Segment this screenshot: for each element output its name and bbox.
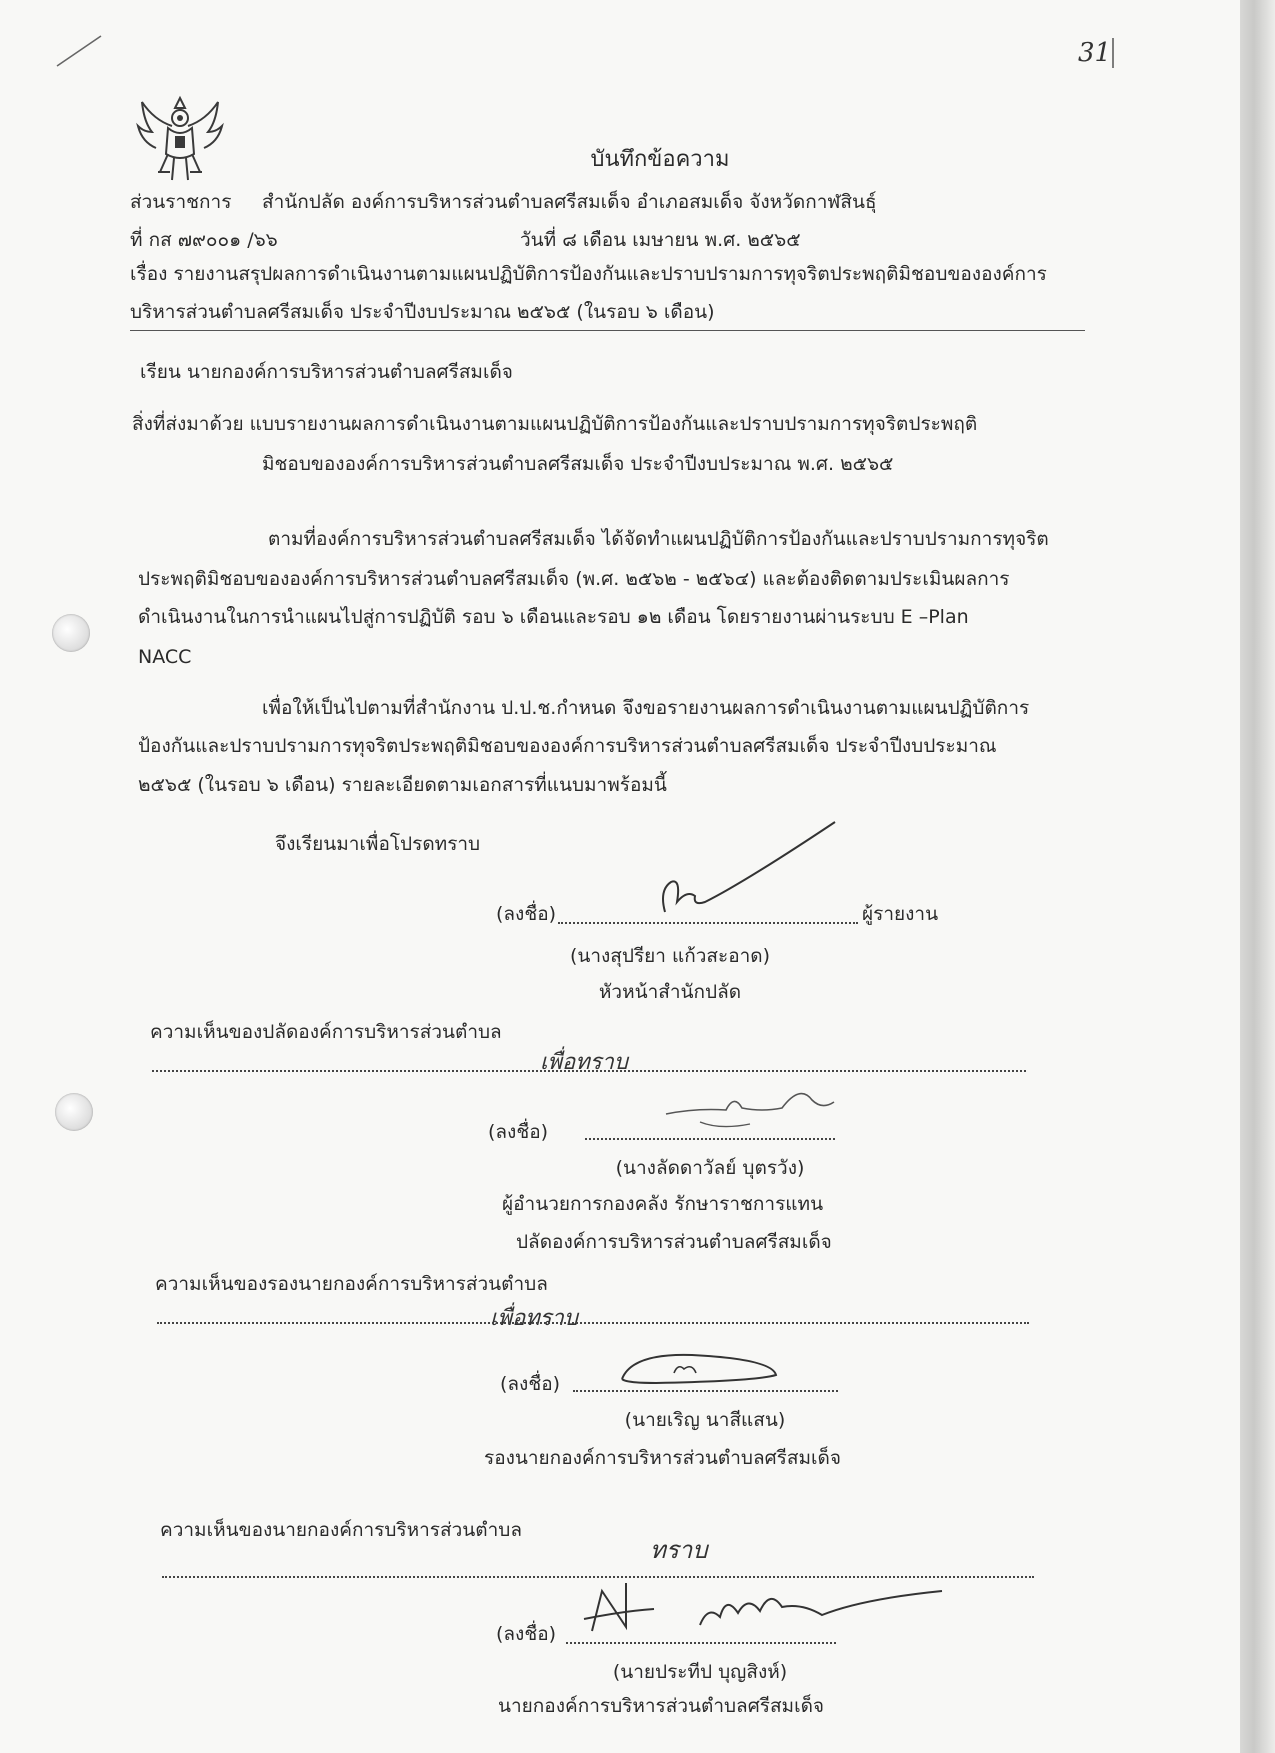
reporter-name: (นางสุปรียา แก้วสะอาด) [569, 945, 771, 967]
page-number: 31 [1078, 38, 1112, 68]
subject-line-2: บริหารส่วนตำบลศรีสมเด็จ ประจำปีงบประมาณ ๒๕๖๕ (ในรอบ ๖ เดือน) [130, 301, 715, 323]
mayor-position: นายกองค์การบริหารส่วนตำบลศรีสมเด็จ [498, 1695, 825, 1717]
garuda-emblem-icon [128, 92, 232, 188]
mayor-sign-line [566, 1642, 836, 1644]
para1-line-2: ประพฤติมิชอบขององค์การบริหารส่วนตำบลศรีสมเด็จ (พ.ศ. ๒๕๖๒ - ๒๕๖๔) และต้องติดตามประเมินผลการ [138, 568, 1010, 590]
palad-handwritten-note: เพื่อทราบ [540, 1050, 628, 1075]
reporter-sign-prefix: (ลงชื่อ) [496, 903, 557, 925]
reporter-signature [655, 820, 855, 920]
palad-opinion-label: ความเห็นของปลัดองค์การบริหารส่วนตำบล [150, 1021, 502, 1043]
closing-line: จึงเรียนมาเพื่อโปรดทราบ [275, 833, 481, 855]
palad-position-1: ผู้อำนวยการกองคลัง รักษาราชการแทน [502, 1193, 824, 1215]
paper-edge [1240, 0, 1275, 1753]
palad-position-2: ปลัดองค์การบริหารส่วนตำบลศรีสมเด็จ [516, 1231, 832, 1253]
addressee-line: เรียน นายกองค์การบริหารส่วนตำบลศรีสมเด็จ [140, 361, 513, 383]
para2-line-1: เพื่อให้เป็นไปตามที่สำนักงาน ป.ป.ช.กำหนด จึงขอรายงานผลการดำเนินงานตามแผนปฏิบัติการ [262, 697, 1030, 719]
palad-sign-line [585, 1138, 835, 1140]
reporter-sign-line [558, 922, 858, 924]
para1-line-4: NACC [138, 646, 192, 668]
para1-line-3: ดำเนินงานในการนำแผนไปสู่การปฏิบัติ รอบ ๖ เดือนและรอบ ๑๒ เดือน โดยรายงานผ่านระบบ E –Plan [138, 606, 969, 628]
memo-title: บันทึกข้อความ [590, 147, 730, 172]
palad-opinion-line [152, 1070, 1026, 1072]
para1-line-1: ตามที่องค์การบริหารส่วนตำบลศรีสมเด็จ ได้จัดทำแผนปฏิบัติการป้องกันและปราบปรามการทุจริต [268, 528, 1049, 550]
reporter-position: หัวหน้าสำนักปลัด [598, 981, 742, 1003]
punch-hole-bottom [55, 1093, 93, 1131]
subject-line-1: เรื่อง รายงานสรุปผลการดำเนินงานตามแผนปฏิบัติการป้องกันและปราบปรามการทุจริตประพฤติมิชอบขององค์การ [130, 263, 1047, 285]
agency-label: ส่วนราชการ [130, 191, 232, 213]
para2-line-3: ๒๕๖๕ (ในรอบ ๖ เดือน) รายละเอียดตามเอกสารที่แนบมาพร้อมนี้ [138, 774, 667, 796]
mayor-signature [580, 1575, 950, 1645]
deputy-handwritten-note: เพื่อทราบ [490, 1306, 578, 1331]
deputy-opinion-label: ความเห็นของรองนายกองค์การบริหารส่วนตำบล [155, 1273, 548, 1295]
pencil-mark [55, 32, 105, 72]
deputy-name: (นายเริญ นาสีแสน) [624, 1409, 786, 1431]
palad-name: (นางลัดดาวัลย์ บุตรวัง) [615, 1157, 805, 1179]
mayor-name: (นายประทีป บุญสิงห์) [612, 1661, 788, 1683]
deputy-sign-prefix: (ลงชื่อ) [500, 1373, 561, 1395]
mayor-handwritten-note: ทราบ [650, 1536, 708, 1564]
attachment-line-2: มิชอบขององค์การบริหารส่วนตำบลศรีสมเด็จ ประจำปีงบประมาณ พ.ศ. ๒๕๖๕ [262, 453, 894, 475]
palad-sign-prefix: (ลงชื่อ) [488, 1121, 549, 1143]
deputy-position: รองนายกองค์การบริหารส่วนตำบลศรีสมเด็จ [484, 1447, 841, 1469]
para2-line-2: ป้องกันและปราบปรามการทุจริตประพฤติมิชอบขององค์การบริหารส่วนตำบลศรีสมเด็จ ประจำปีงบประมาณ [138, 735, 997, 757]
page-number-stroke [1110, 36, 1116, 72]
mayor-sign-prefix: (ลงชื่อ) [496, 1623, 557, 1645]
deputy-sign-line [573, 1390, 838, 1392]
palad-signature [660, 1092, 840, 1132]
reporter-suffix: ผู้รายงาน [862, 903, 939, 925]
mayor-opinion-label: ความเห็นของนายกองค์การบริหารส่วนตำบล [160, 1519, 522, 1541]
agency-value: สำนักปลัด องค์การบริหารส่วนตำบลศรีสมเด็จ อำเภอสมเด็จ จังหวัดกาฬสินธุ์ [262, 191, 877, 213]
deputy-opinion-line [157, 1322, 1029, 1324]
attachment-line-1: สิ่งที่ส่งมาด้วย แบบรายงานผลการดำเนินงานตามแผนปฏิบัติการป้องกันและปราบปรามการทุจริตประพฤติ [132, 413, 978, 435]
reference-number: ที่ กส ๗๙๐๐๑ /๖๖ [130, 229, 278, 251]
punch-hole-top [52, 614, 90, 652]
header-divider [130, 330, 1085, 331]
deputy-signature [612, 1345, 782, 1395]
memo-date: วันที่ ๘ เดือน เมษายน พ.ศ. ๒๕๖๕ [520, 229, 801, 251]
